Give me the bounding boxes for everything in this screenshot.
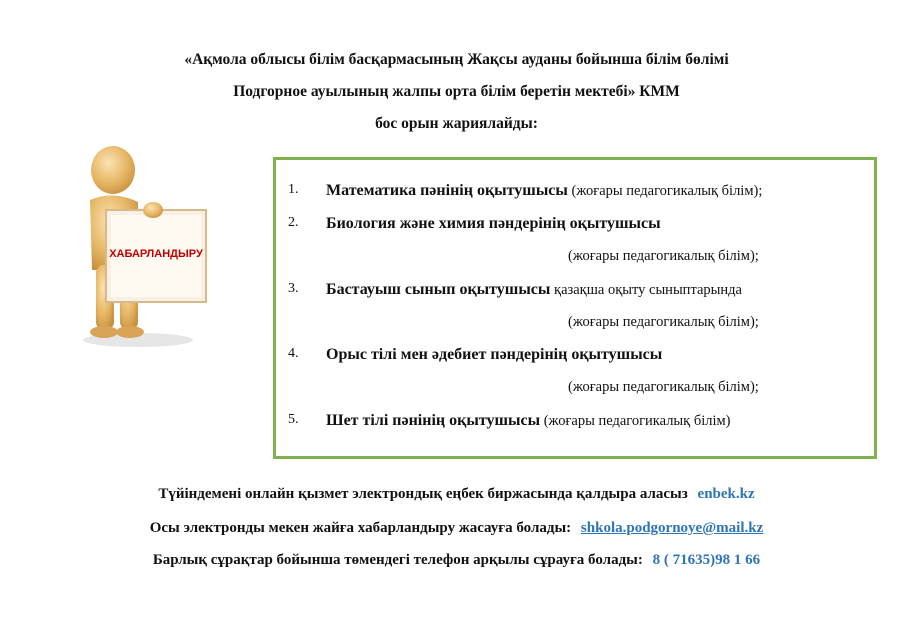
header-line-1: «Ақмола облысы білім басқармасының Жақсы ауданы бойынша білім бөлімі [184, 51, 729, 68]
vacancy-list [273, 157, 877, 459]
announcement-header [0, 44, 913, 140]
sign-text: ХАБАРЛАНДЫРУ [109, 248, 203, 260]
vacancy-sub: (жоғары педагогикалық білім); [568, 314, 759, 330]
vacancy-title: Шет тілі пәнінің оқытушысы [326, 412, 541, 429]
vacancy-number: 5. [288, 412, 299, 427]
vacancy-title: Математика пәнінің оқытушысы [326, 182, 568, 199]
header-line-3: бос орын жариялайды: [375, 115, 538, 132]
vacancy-sub: (жоғары педагогикалық білім); [568, 248, 759, 264]
enbek-link[interactable]: enbek.kz [697, 486, 755, 502]
footer-line-3 [0, 552, 913, 569]
footer-text-1: Түйіндемені онлайн қызмет электрондық еңбек биржасында қалдыра аласыз [158, 486, 688, 502]
vacancy-title: Бастауыш сынып оқытушысы [326, 281, 551, 298]
footer-text-3: Барлық сұрақтар бойынша төмендегі телефон арқылы сұрауға болады: [152, 552, 643, 568]
footer-line-1 [0, 486, 913, 503]
vacancy-detail: (жоғары педагогикалық білім) [540, 413, 731, 429]
vacancy-sub: (жоғары педагогикалық білім); [568, 379, 759, 395]
vacancy-number: 4. [288, 346, 299, 361]
vacancy-number: 3. [288, 281, 299, 296]
footer-text-2: Осы электронды мекен жайға хабарландыру жасауға болады: [149, 520, 572, 536]
footer-line-2 [0, 520, 913, 537]
vacancy-detail: (жоғары педагогикалық білім); [567, 183, 763, 199]
email-link[interactable]: shkola.podgornoye@mail.kz [580, 520, 764, 536]
announcement-figure [68, 140, 218, 350]
header-line-2: Подгорное ауылының жалпы орта білім беретін мектебі» КММ [233, 83, 680, 100]
phone-number[interactable]: 8 ( 71635)98 1 66 [652, 552, 761, 568]
vacancy-title: Орыс тілі мен әдебиет пәндерінің оқытушысы [326, 346, 663, 363]
vacancy-number: 2. [288, 215, 299, 230]
vacancy-title: Биология және химия пәндерінің оқытушысы [326, 215, 661, 232]
person-with-sign-icon [68, 140, 218, 350]
vacancy-number: 1. [288, 182, 299, 197]
vacancy-detail: қазақша оқыту сыныптарында [550, 282, 742, 298]
